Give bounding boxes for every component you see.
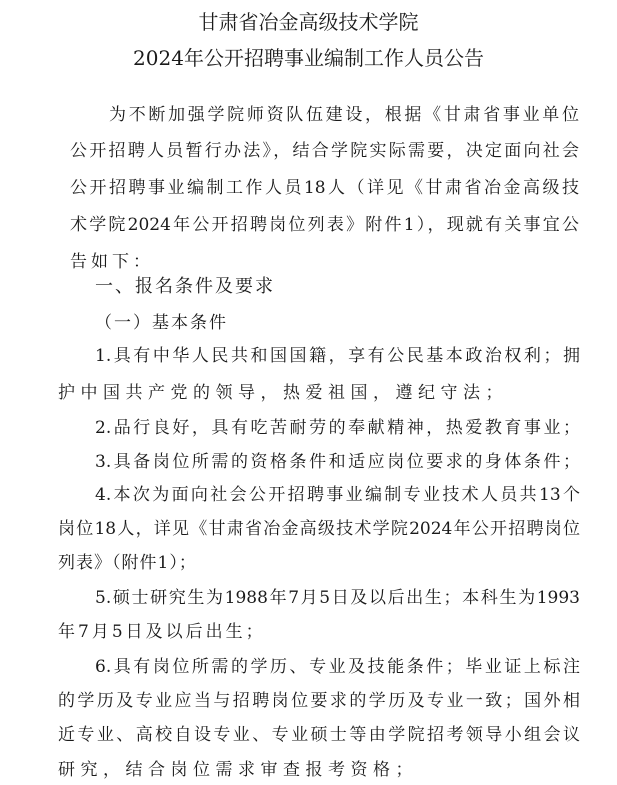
item-line: 3.具备岗位所需的资格条件和适应岗位要求的身体条件； (95, 452, 580, 472)
intro-line: 为不断加强学院师资队伍建设，根据《甘肃省事业单位 (109, 105, 579, 125)
subsection-heading: （一）基本条件 (95, 313, 228, 333)
item-line: 6.具有岗位所需的学历、专业及技能条件；毕业证上标注 (95, 657, 580, 677)
item-line: 4.本次为面向社会公开招聘事业编制专业技术人员共13个 (95, 485, 580, 505)
section-heading: 一、报名条件及要求 (95, 276, 275, 297)
item-line: 列表》（附件1）； (58, 553, 197, 573)
item-line: 1.具有中华人民共和国国籍，享有公民基本政治权利；拥 (95, 346, 580, 366)
item-line: 2.品行良好，具有吃苦耐劳的奉献精神，热爱教育事业； (95, 418, 580, 438)
intro-line: 公开招聘人员暂行办法》，结合学院实际需要，决定面向社会 (70, 141, 579, 161)
item-line: 年7月5日及以后出生； (58, 622, 266, 642)
item-line: 近专业、高校自设专业、专业硕士等由学院招考领导小组会议 (58, 725, 580, 745)
intro-line: 术学院2024年公开招聘岗位列表》附件1），现就有关事宜公 (70, 215, 579, 235)
document-title-line1: 甘肃省冶金高级技术学院 (198, 10, 419, 34)
intro-line: 告如下： (70, 252, 154, 272)
item-line: 岗位18人，详见《甘肃省冶金高级技术学院2024年公开招聘岗位 (58, 519, 580, 539)
item-line: 5.硕士研究生为1988年7月5日及以后出生；本科生为1993 (95, 588, 580, 608)
document-title-line2: 2024年公开招聘事业编制工作人员公告 (133, 46, 484, 70)
item-line: 研究，结合岗位需求审查报考资格； (58, 760, 418, 780)
item-line: 的学历及专业应当与招聘岗位要求的学历及专业一致；国外相 (58, 691, 580, 711)
item-line: 护中国共产党的领导，热爱祖国，遵纪守法； (58, 383, 508, 403)
intro-line: 公开招聘事业编制工作人员18人（详见《甘肃省冶金高级技 (70, 178, 579, 198)
